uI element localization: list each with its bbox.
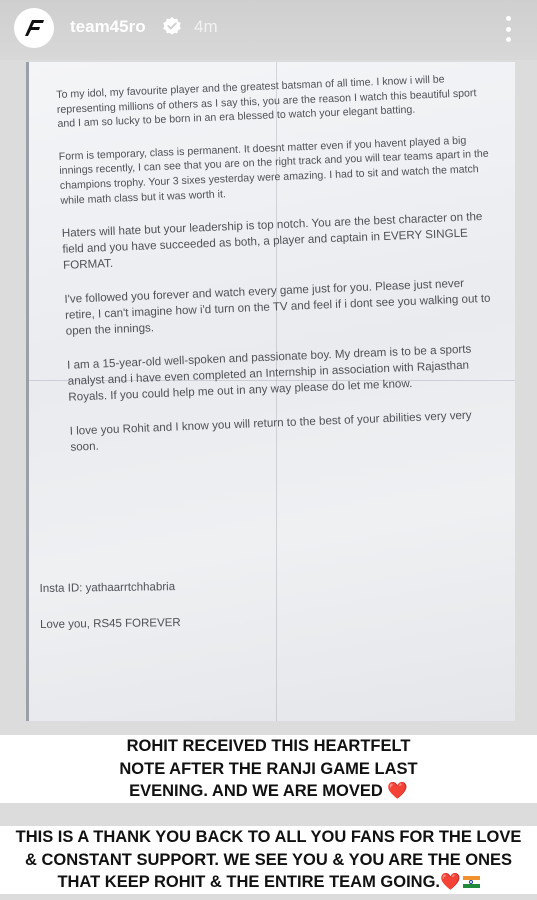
india-flag-icon [463,876,480,888]
letter-paragraph: Haters will hate but your leadership is top notch. You are the best character on the field and you have succeeded as both, a player and captain in EVERY SINGLE FORMAT. [61,210,483,273]
post-time: 4m [194,17,218,36]
team45-logo-icon [21,15,47,41]
caption-line: & CONSTANT SUPPORT. WE SEE YOU & YOU ARE THE ONES [24,850,513,869]
caption-first [0,735,537,803]
more-vertical-icon[interactable] [504,16,512,42]
signature-block [40,581,182,655]
caption-line: NOTE AFTER THE RANJI GAME LAST [119,759,418,778]
insta-id: Insta ID: yathaarrtchhabria [39,581,176,595]
caption-second [0,826,537,894]
signoff: Love you, RS45 FOREVER [40,617,181,631]
letter-paragraph: I love you Rohit and I know you will return to the best of your abilities very very soon. [69,408,472,454]
letter-text [56,71,501,474]
letter-paragraph: I am a 15-year-old well-spoken and passionate boy. My dream is to be a sports analyst and i have even completed an Internship in association with Rajasthan Royals. If you could help me out in any way please do let me know. [66,342,472,404]
caption-line [0,871,537,894]
username[interactable]: team45ro [70,17,146,36]
letter-paragraph: To my idol, my favourite player and the greatest batsman of all time. I know i will be representing millions of others as I say this, you are the reason I watch this beautiful sport and I am so lucky to be born in an era blessed to watch your elegant batting. [56,73,477,131]
avatar[interactable] [14,8,54,48]
letter-photo [26,62,515,721]
caption-line: THIS IS A THANK YOU BACK TO ALL YOU FANS FOR THE LOVE [15,828,522,846]
heart-icon: ❤️ [387,782,408,800]
caption-text: EVENING. AND WE ARE MOVED [129,782,383,800]
caption-line: ROHIT RECEIVED THIS HEARTFELT [126,737,411,755]
letter-paragraph: Form is temporary, class is permanent. It doesnt matter even if you havent played a big innings recently, I can see that you are on the right track and you will tear teams apart in the champions trophy. Your 3 sixes yesterday were amazing. I had to sit and watch the match while math class but it was worth it. [58,134,489,207]
caption-line [0,780,537,803]
story-header [0,0,537,60]
letter-paragraph: I've followed you forever and watch every game just for you. Please just never retire, I can't imagine how i'd turn on the TV and feel if i dont see you walking out to open the innings. [64,276,491,338]
verified-badge-icon [162,16,182,36]
caption-text: THAT KEEP ROHIT & THE ENTIRE TEAM GOING. [57,873,441,891]
heart-icon: ❤️ [440,873,461,891]
